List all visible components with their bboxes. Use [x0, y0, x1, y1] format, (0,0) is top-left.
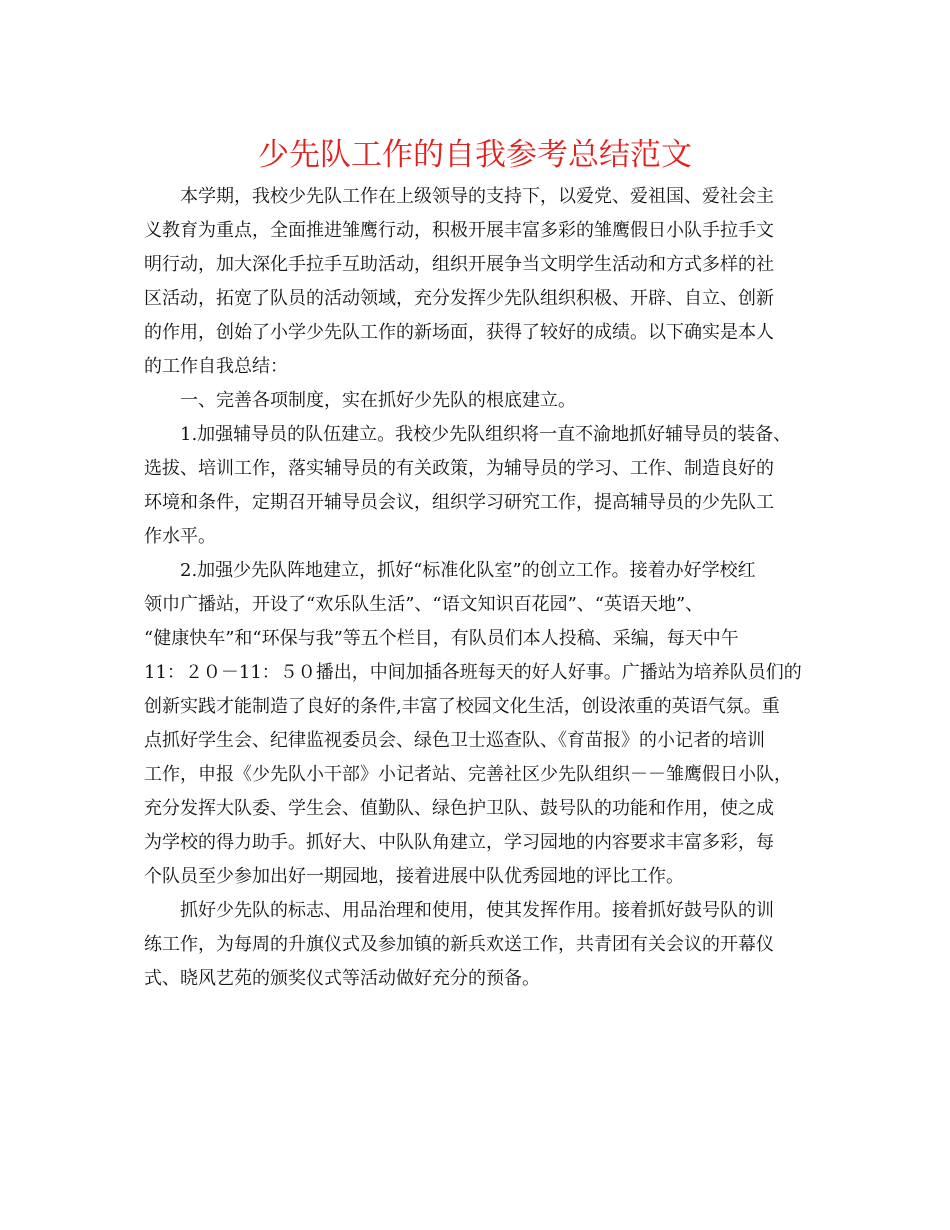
paragraph-line: 创新实践才能制造了良好的条件,丰富了校园文化生活，创设浓重的英语气氛。重 — [144, 696, 780, 717]
document-body — [144, 180, 809, 996]
paragraph-line: 一、完善各项制度，实在抓好少先队的根底建立。 — [180, 390, 576, 411]
paragraph-line: 选拔、培训工作，落实辅导员的有关政策，为辅导员的学习、工作、制造良好的 — [144, 458, 774, 479]
paragraph-line: 抓好少先队的标志、用品治理和使用，使其发挥作用。接着抓好鼓号队的训 — [180, 900, 774, 921]
paragraph-line: 练工作，为每周的升旗仪式及参加镇的新兵欢送工作，共青团有关会议的开幕仪 — [144, 934, 774, 955]
paragraph-line: 明行动，加大深化手拉手互助活动，组织开展争当文明学生活动和方式多样的社 — [144, 254, 774, 275]
paragraph-line: 个队员至少参加出好一期园地，接着进展中队优秀园地的评比工作。 — [144, 866, 684, 887]
document-title: 少先队工作的自我参考总结范文 — [258, 137, 692, 173]
paragraph-line: 的工作自我总结： — [144, 356, 288, 377]
paragraph-line: 式、晓风艺苑的颁奖仪式等活动做好充分的预备。 — [144, 968, 540, 989]
paragraph-line: 点抓好学生会、纪律监视委员会、绿色卫士巡查队、《育苗报》的小记者的培训 — [144, 730, 765, 751]
paragraph-line: 11：２０－11：５０播出，中间加插各班每天的好人好事。广播站为培养队员们的 — [144, 662, 802, 683]
paragraph-line: 2.加强少先队阵地建立，抓好“标准化队室”的创立工作。接着办好学校红 — [180, 560, 756, 581]
paragraph — [144, 418, 809, 554]
paragraph-line: 1.加强辅导员的队伍建立。我校少先队组织将一直不渝地抓好辅导员的装备、 — [180, 424, 792, 445]
paragraph-line: 的作用，创始了小学少先队工作的新场面，获得了较好的成绩。以下确实是本人 — [144, 322, 774, 343]
paragraph-line: 义教育为重点，全面推进雏鹰行动，积极开展丰富多彩的雏鹰假日小队手拉手文 — [144, 220, 774, 241]
paragraph-line: 区活动，拓宽了队员的活动领域，充分发挥少先队组织积极、开辟、自立、创新 — [144, 288, 774, 309]
paragraph-line: 充分发挥大队委、学生会、值勤队、绿色护卫队、鼓号队的功能和作用，使之成 — [144, 798, 774, 819]
paragraph — [144, 554, 809, 894]
paragraph-line: 为学校的得力助手。抓好大、中队队角建立，学习园地的内容要求丰富多彩，每 — [144, 832, 774, 853]
paragraph-line: 本学期，我校少先队工作在上级领导的支持下，以爱党、爱祖国、爱社会主 — [180, 186, 774, 207]
paragraph-line: 领巾广播站，开设了“欢乐队生活”、“语文知识百花园”、“英语天地”、 — [144, 594, 704, 615]
paragraph-line: 工作，申报《少先队小干部》小记者站、完善社区少先队组织－－雏鹰假日小队， — [144, 764, 792, 785]
paragraph-line: “健康快车”和“环保与我”等五个栏目，有队员们本人投稿、采编，每天中午 — [144, 628, 739, 649]
paragraph — [144, 384, 809, 418]
paragraph-line: 作水平。 — [144, 526, 216, 547]
paragraph — [144, 894, 809, 996]
paragraph — [144, 180, 809, 384]
paragraph-line: 环境和条件，定期召开辅导员会议，组织学习研究工作，提高辅导员的少先队工 — [144, 492, 774, 513]
